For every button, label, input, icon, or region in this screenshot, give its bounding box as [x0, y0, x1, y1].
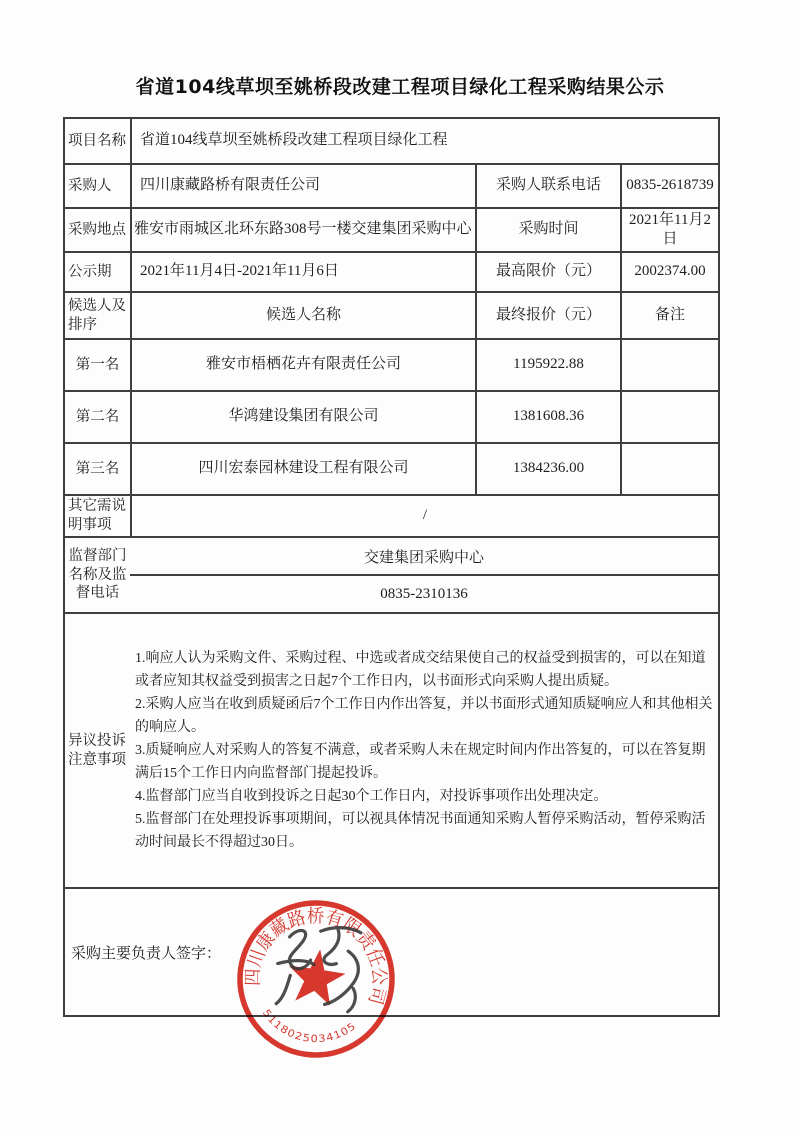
candidate-row-1: [65, 338, 718, 390]
seal-company-text: 四川康藏路桥有限责任公司: [242, 906, 390, 1008]
row-publicity-period: [65, 251, 718, 291]
candidate-2-price: 1381608.36: [475, 392, 620, 442]
supervision-label: 监督部门名称及监督电话: [68, 547, 127, 602]
candidate-3-rank: 第三名: [75, 460, 120, 477]
other-notes-value: /: [130, 496, 718, 536]
candidate-3-price: 1384236.00: [475, 444, 620, 494]
row-supervision: [65, 536, 718, 612]
location-label: 采购地点: [68, 221, 126, 238]
candidate-1-remark: [620, 340, 718, 390]
row-other-notes: [65, 494, 718, 536]
signature-label: 采购主要负责人签字：: [71, 945, 222, 962]
remark-header: 备注: [620, 293, 718, 338]
candidate-1-rank: 第一名: [75, 356, 120, 373]
supervision-dept: 交建集团采购中心: [363, 549, 484, 566]
supervision-values: [130, 538, 718, 612]
candidate-row-3: [65, 442, 718, 494]
candidate-1-name: 雅安市梧栖花卉有限责任公司: [130, 340, 475, 390]
project-name-value: 省道104线草坝至姚桥段改建工程项目绿化工程: [130, 119, 718, 163]
objection-item-2: 2.采购人应当在收到质疑函后7个工作日内作出答复，并以书面形式通知质疑响应人和其他相关的响应人。: [135, 697, 713, 735]
procurement-result-table: [63, 117, 720, 1017]
purchase-time-value: 2021年11月2日: [620, 209, 718, 251]
row-candidates-header: [65, 291, 718, 338]
candidate-3-remark: [620, 444, 718, 494]
candidate-3-name: 四川宏泰园林建设工程有限公司: [130, 444, 475, 494]
max-price-value: 2002374.00: [620, 253, 718, 291]
candidate-row-2: [65, 390, 718, 442]
candidates-rank-label: 候选人及排序: [68, 297, 126, 333]
location-value: 雅安市雨城区北环东路308号一楼交建集团采购中心: [130, 209, 475, 251]
objection-label: 异议投诉注意事项: [68, 732, 126, 768]
final-price-header: 最终报价（元）: [475, 293, 620, 338]
other-notes-label: 其它需说明事项: [68, 498, 126, 533]
row-objection-notes: [65, 612, 718, 887]
project-name-label: 项目名称: [68, 132, 126, 149]
row-purchaser: [65, 163, 718, 207]
objection-text: [130, 614, 718, 887]
row-signature: [65, 887, 718, 1015]
row-project-name: [65, 119, 718, 163]
supervision-phone: 0835-2310136: [130, 574, 718, 612]
row-location: [65, 207, 718, 251]
candidate-name-header: 候选人名称: [130, 293, 475, 338]
candidate-2-rank: 第二名: [75, 408, 120, 425]
publicity-period-value: 2021年11月4日-2021年11月6日: [130, 253, 475, 291]
purchaser-phone-value: 0835-2618739: [620, 165, 718, 207]
seal-number-text: 5118025034105: [259, 1007, 359, 1046]
objection-item-3: 3.质疑响应人对采购人的答复不满意，或者采购人未在规定时间内作出答复的，可以在答复期满后15个工作日内向监督部门提起投诉。: [135, 743, 706, 781]
purchaser-label: 采购人: [68, 177, 112, 194]
max-price-label: 最高限价（元）: [475, 253, 620, 291]
publicity-period-label: 公示期: [68, 263, 112, 280]
objection-item-1: 1.响应人认为采购文件、采购过程、中选或者成交结果使自己的权益受到损害的，可以在知道或者应知其权益受到损害之日起7个工作日内，以书面形式向采购人提出质疑。: [135, 651, 706, 689]
candidate-1-price: 1195922.88: [475, 340, 620, 390]
candidate-2-name: 华鸿建设集团有限公司: [130, 392, 475, 442]
page-title: 省道104线草坝至姚桥段改建工程项目绿化工程采购结果公示: [135, 76, 665, 98]
purchaser-phone-label: 采购人联系电话: [475, 165, 620, 207]
objection-item-4: 4.监督部门应当自收到投诉之日起30个工作日内，对投诉事项作出处理决定。: [135, 789, 608, 804]
purchase-time-label: 采购时间: [475, 209, 620, 251]
purchaser-value: 四川康藏路桥有限责任公司: [130, 165, 475, 207]
candidate-2-remark: [620, 392, 718, 442]
objection-item-5: 5.监督部门在处理投诉事项期间，可以视具体情况书面通知采购人暂停采购活动，暂停采购活动时间最长不得超过30日。: [135, 812, 706, 850]
